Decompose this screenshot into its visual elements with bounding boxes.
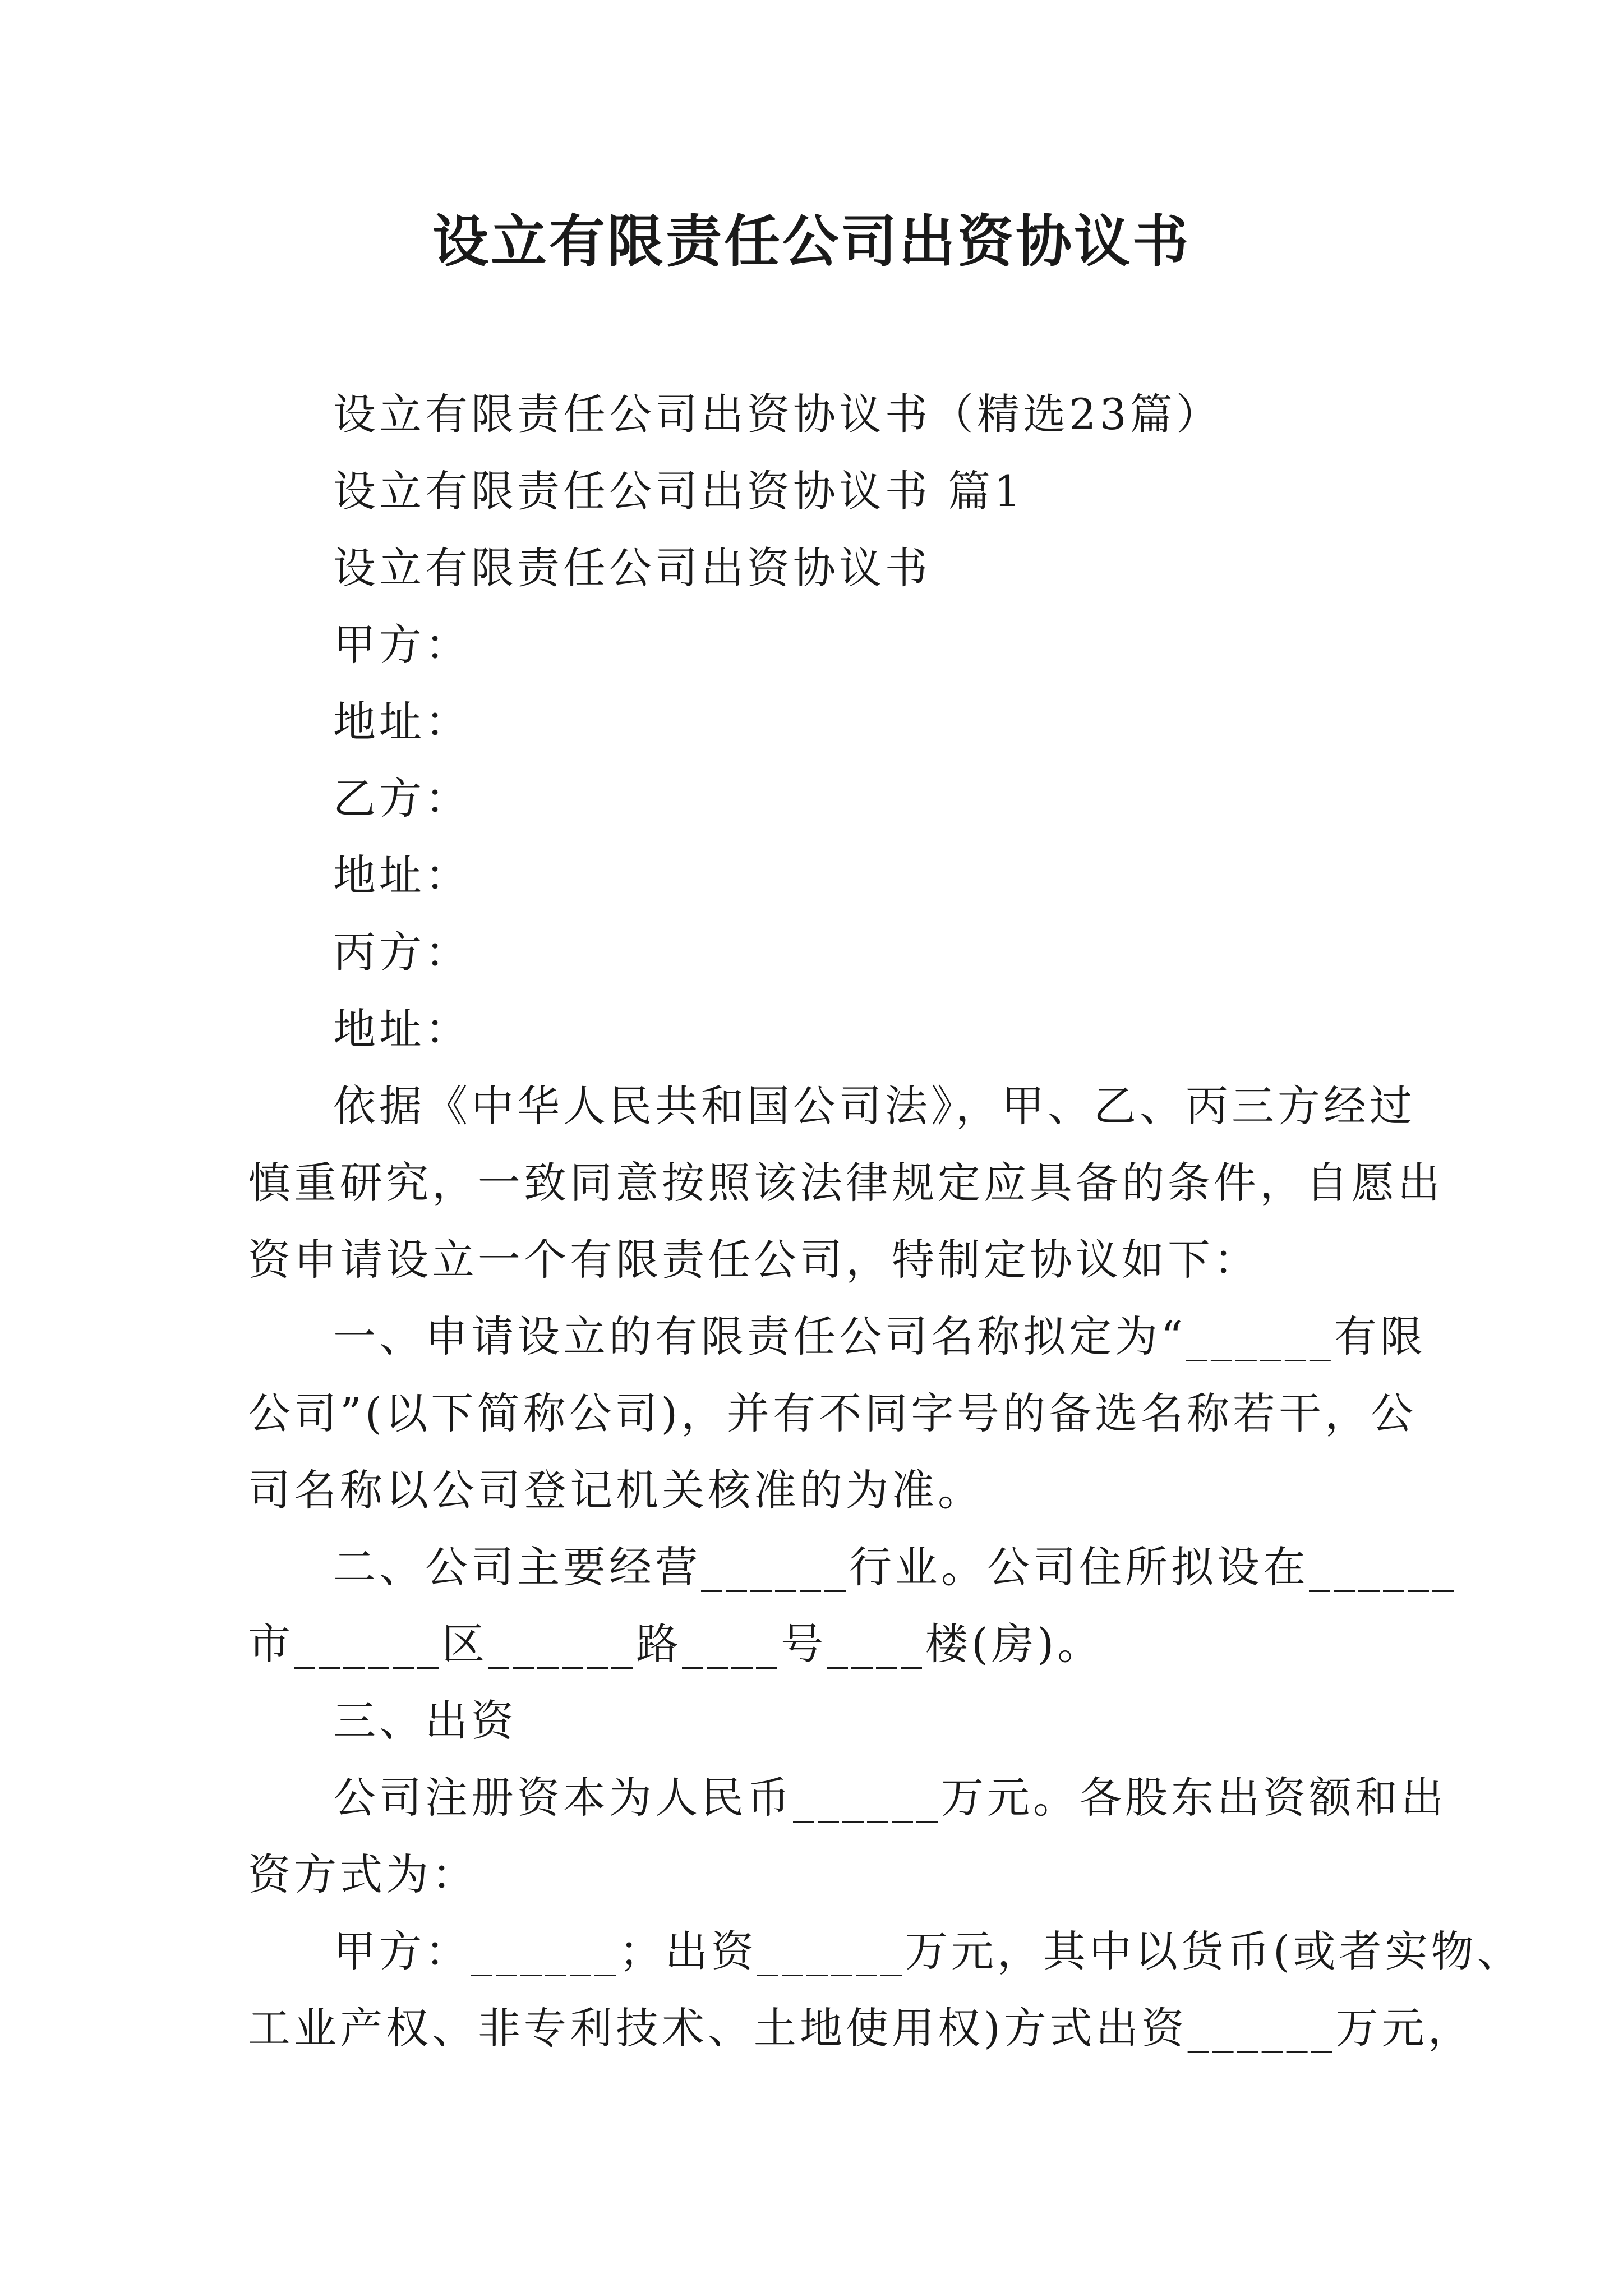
- document-title: 设立有限责任公司出资协议书: [432, 208, 1191, 274]
- text-line: 二、公司主要经营______行业。公司住所拟设在______: [333, 1542, 1457, 1592]
- text-line: 设立有限责任公司出资协议书: [333, 543, 931, 593]
- document-body: [248, 376, 1523, 2067]
- text-line: 设立有限责任公司出资协议书 篇1: [333, 466, 1025, 516]
- text-line: 地址：: [333, 850, 471, 900]
- text-line: 设立有限责任公司出资协议书（精选23篇）: [333, 389, 1222, 439]
- text-line: 一、申请设立的有限责任公司名称拟定为“______有限: [333, 1312, 1426, 1361]
- text-line: 依据《中华人民共和国公司法》，甲、乙、丙三方经过: [333, 1081, 1415, 1131]
- text-line: 甲方：: [333, 620, 471, 670]
- text-line: 丙方：: [333, 927, 471, 977]
- text-line: 工业产权、非专利技术、土地使用权)方式出资______万元，: [248, 2003, 1474, 2053]
- text-line: 资方式为：: [248, 1849, 478, 1899]
- text-line: 地址：: [333, 697, 471, 747]
- text-line: 地址：: [333, 1004, 471, 1054]
- text-line: 市______区______路____号____楼(房)。: [248, 1619, 1104, 1669]
- text-line: 三、出资: [333, 1696, 517, 1746]
- text-line: 公司注册资本为人民币______万元。各股东出资额和出: [333, 1773, 1447, 1823]
- text-line: 慎重研究，一致同意按照该法律规定应具备的条件，自愿出: [248, 1158, 1444, 1208]
- text-line: 甲方：______；出资______万元，其中以货币(或者实物、: [333, 1926, 1523, 1976]
- text-line: 司名称以公司登记机关核准的为准。: [248, 1465, 984, 1515]
- text-line: 资申请设立一个有限责任公司，特制定协议如下：: [248, 1235, 1260, 1285]
- text-line: 公司”(以下简称公司)，并有不同字号的备选名称若干，公: [248, 1388, 1417, 1438]
- text-line: 乙方：: [333, 774, 471, 823]
